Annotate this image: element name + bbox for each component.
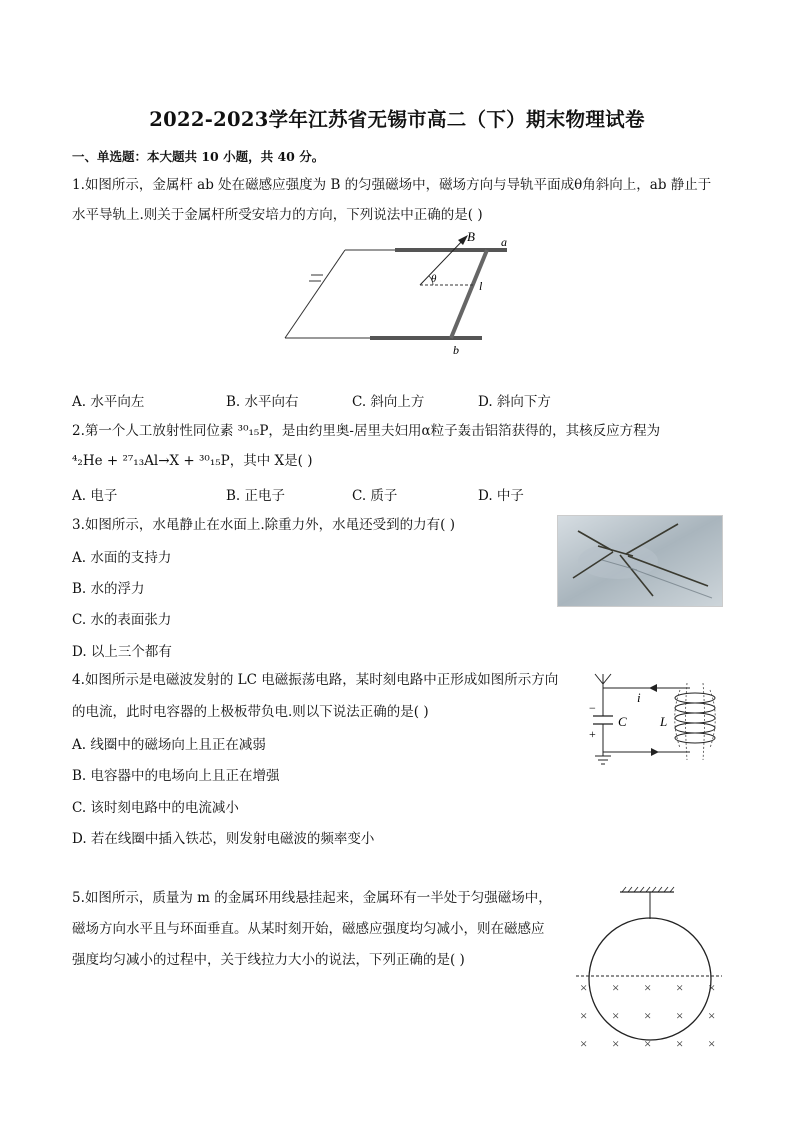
q2-option-c[interactable]: C. 质子 xyxy=(352,488,398,504)
q2-line-2: ⁴₂He + ²⁷₁₃Al→X + ³⁰₁₅P，其中 X是( ) xyxy=(72,453,313,469)
q4-option-a[interactable]: A. 线圈中的磁场向上且正在减弱 xyxy=(72,737,266,753)
q2-option-d[interactable]: D. 中子 xyxy=(478,488,524,504)
q1-option-c[interactable]: C. 斜向上方 xyxy=(352,394,425,410)
q3-line-1: 3.如图所示，水黾静止在水面上.除重力外，水黾还受到的力有( ) xyxy=(72,517,455,533)
paper-title: 2022-2023学年江苏省无锡市高二（下）期末物理试卷 xyxy=(149,108,645,131)
q4-option-b[interactable]: B. 电容器中的电场向上且正在增强 xyxy=(72,768,280,784)
field-cross: × xyxy=(676,1036,684,1051)
label-theta: θ xyxy=(431,273,437,285)
q5-line-1: 5.如图所示，质量为 m 的金属环用线悬挂起来，金属环有一半处于匀强磁场中， xyxy=(72,890,552,906)
label-b: b xyxy=(453,343,459,357)
q5-ring-figure xyxy=(572,884,727,1054)
label-minus: − xyxy=(589,701,596,715)
q4-line-1: 4.如图所示是电磁波发射的 LC 电磁振荡电路，某时刻电路中正形成如图所示方向 xyxy=(72,672,559,688)
field-cross: × xyxy=(612,1008,620,1023)
field-cross: × xyxy=(676,1008,684,1023)
q2-option-b[interactable]: B. 正电子 xyxy=(226,488,286,504)
field-cross: × xyxy=(644,1036,652,1051)
q3-option-d[interactable]: D. 以上三个都有 xyxy=(72,644,172,660)
q1-option-b[interactable]: B. 水平向右 xyxy=(226,394,299,410)
water-strider-photo xyxy=(557,515,723,607)
field-cross: × xyxy=(580,1008,588,1023)
q3-option-b[interactable]: B. 水的浮力 xyxy=(72,581,145,597)
field-cross: × xyxy=(708,1008,716,1023)
field-cross: × xyxy=(708,1036,716,1051)
q2-option-a[interactable]: A. 电子 xyxy=(72,488,118,504)
field-cross: × xyxy=(612,1036,620,1051)
label-plus: + xyxy=(589,727,596,741)
field-cross: × xyxy=(612,980,620,995)
q1-line-1: 1.如图所示，金属杆 ab 处在磁感应强度为 B 的匀强磁场中，磁场方向与导轨平面成θ角斜向上，ab 静止于 xyxy=(72,177,712,193)
q3-option-a[interactable]: A. 水面的支持力 xyxy=(72,550,172,566)
field-cross: × xyxy=(708,980,716,995)
q5-line-3: 强度均匀减小的过程中，关于线拉力大小的说法，下列正确的是( ) xyxy=(72,952,465,968)
q1-option-a[interactable]: A. 水平向左 xyxy=(72,394,145,410)
label-i: i xyxy=(637,690,641,705)
label-C: C xyxy=(618,714,627,729)
q4-line-2: 的电流，此时电容器的上极板带负电.则以下说法正确的是( ) xyxy=(72,704,429,720)
q3-option-c[interactable]: C. 水的表面张力 xyxy=(72,612,172,628)
label-a: a xyxy=(501,235,507,249)
q1-line-2: 水平导轨上.则关于金属杆所受安培力的方向，下列说法中正确的是( ) xyxy=(72,207,483,223)
field-cross: × xyxy=(676,980,684,995)
field-cross: × xyxy=(644,980,652,995)
q1-figure xyxy=(275,228,525,360)
q4-option-c[interactable]: C. 该时刻电路中的电流减小 xyxy=(72,800,239,816)
label-l: l xyxy=(479,279,483,293)
q4-lc-circuit-figure xyxy=(585,668,725,773)
label-L: L xyxy=(660,714,668,729)
q1-option-d[interactable]: D. 斜向下方 xyxy=(478,394,551,410)
q2-line-1: 2.第一个人工放射性同位素 ³⁰₁₅P，是由约里奥-居里夫妇用α粒子轰击铝箔获得的，其核反应方程为 xyxy=(72,423,661,439)
label-B: B xyxy=(467,229,475,244)
field-cross: × xyxy=(580,1036,588,1051)
q4-option-d[interactable]: D. 若在线圈中插入铁芯，则发射电磁波的频率变小 xyxy=(72,831,375,847)
field-cross: × xyxy=(580,980,588,995)
section-heading: 一、单选题：本大题共 10 小题，共 40 分。 xyxy=(72,149,325,164)
q5-line-2: 磁场方向水平且与环面垂直。从某时刻开始，磁感应强度均匀减小，则在磁感应 xyxy=(72,921,545,937)
field-cross: × xyxy=(644,1008,652,1023)
